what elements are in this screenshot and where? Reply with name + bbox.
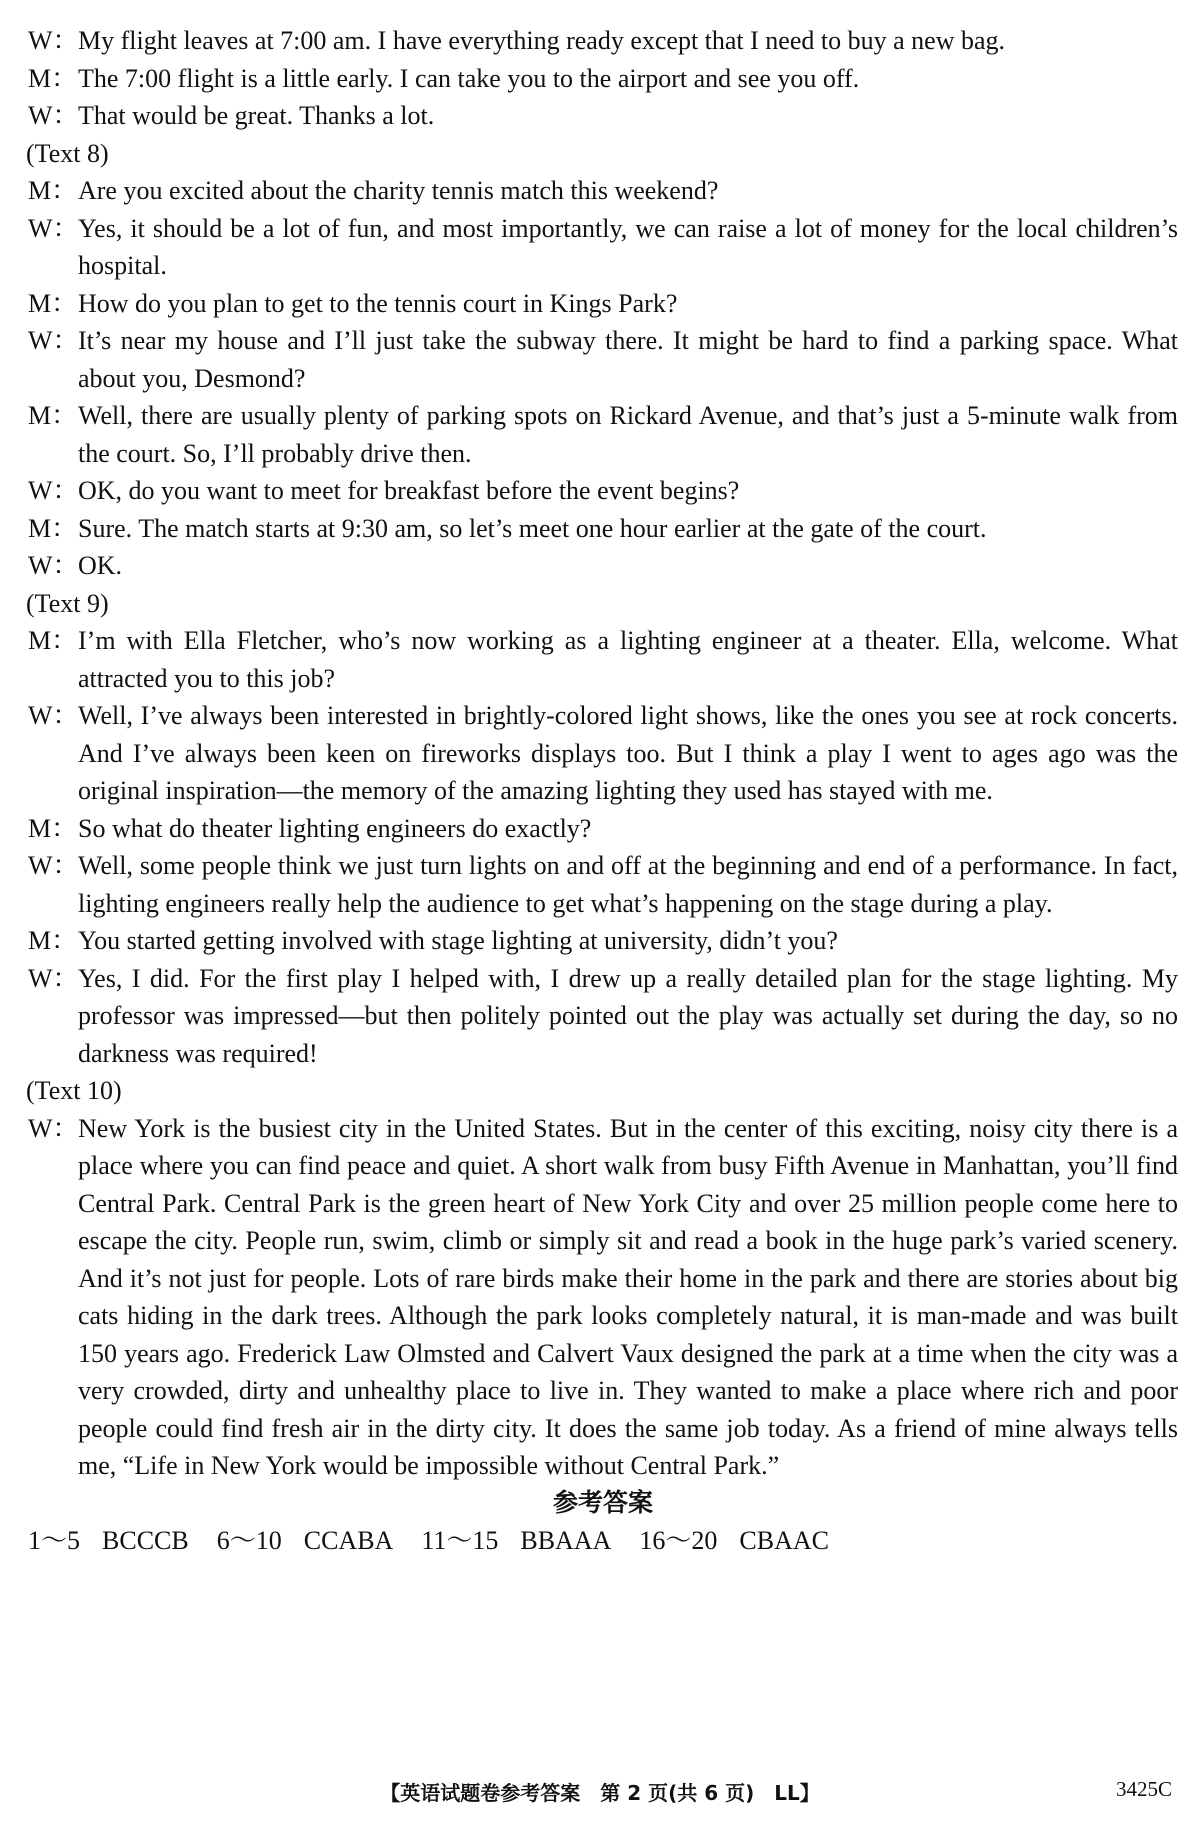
dialogue-line — [28, 60, 1178, 98]
dialogue-line — [28, 622, 1178, 697]
page-footer — [0, 1777, 1200, 1807]
dialogue-text: The 7:00 flight is a little early. I can take you to the airport and see you off. — [78, 63, 860, 93]
section-label: (Text 10) — [26, 1076, 122, 1105]
dialogue-text: Yes, I did. For the first play I helped with, I drew up a really detailed plan for the stage lighting. My professor was impressed—but then politely pointed out the play was actually set during the day, so no darkness was required! — [78, 963, 1178, 1068]
speaker-label: M： — [28, 626, 78, 655]
dialogue-line — [28, 547, 1178, 585]
speaker-label: W： — [28, 851, 79, 880]
answer-range: 1～5 — [28, 1525, 81, 1555]
footer-title: 【英语试题卷参考答案 第 2 页(共 6 页) LL】 — [380, 1781, 820, 1805]
answer-range: 6～10 — [216, 1525, 282, 1555]
dialogue-line — [28, 285, 1178, 323]
section-label: (Text 8) — [26, 138, 109, 168]
dialogue-line — [28, 1110, 1178, 1485]
dialogue-line — [28, 22, 1178, 60]
speaker-label: W： — [28, 476, 79, 505]
dialogue-text: OK. — [78, 551, 123, 580]
dialogue-line — [28, 97, 1178, 135]
dialogue-line — [28, 960, 1178, 1073]
dialogue-line — [28, 847, 1178, 922]
answer-letters: BBAAA — [520, 1525, 612, 1555]
dialogue-line — [28, 322, 1178, 397]
dialogue-text: Well, there are usually plenty of parking spots on Rickard Avenue, and that’s just a 5-minute walk from the court. So, I’ll probably drive then. — [78, 401, 1178, 468]
answer-letters: BCCCB — [102, 1525, 189, 1555]
transcript — [28, 22, 1178, 1485]
speaker-label: M： — [28, 401, 78, 430]
dialogue-text: It’s near my house and I’ll just take the subway there. It might be hard to find a parking space. What about you, Desmond? — [78, 326, 1178, 393]
speaker-label: M： — [28, 176, 78, 205]
dialogue-line — [28, 210, 1178, 285]
dialogue-line — [28, 810, 1178, 848]
speaker-label: M： — [28, 63, 78, 93]
dialogue-text: You started getting involved with stage lighting at university, didn’t you? — [78, 926, 838, 955]
document-body — [28, 22, 1178, 1561]
dialogue-text: Well, some people think we just turn lights on and off at the beginning and end of a performance. In fact, lighting engineers really help the audience to get what’s happening on the stage during a play. — [78, 851, 1178, 918]
answer-range: 16～20 — [639, 1525, 718, 1555]
section-label: (Text 9) — [26, 588, 109, 618]
speaker-label: W： — [28, 701, 79, 730]
speaker-label: W： — [28, 963, 79, 993]
dialogue-text: New York is the busiest city in the United States. But in the center of this exciting, noisy city there is a place where you can find peace and quiet. A short walk from busy Fifth Avenue in Manhattan, you’ll find Central Park. Central Park is the green heart of New York City and over 25 million people come here to escape the city. People run, swim, climb or simply sit and read a book in the huge park’s varied scenery. And it’s not just for people. Lots of rare birds make their home in the park and there are stories about big cats hiding in the dark trees. Although the park looks completely natural, it is man-made and was built 150 years ago. Frederick Law Olmsted and Calvert Vaux designed the park at a time when the city was a very crowded, dirty and unhealthy place to live in. They wanted to make a place where rich and poor people could find fresh air in the dirty city. It does the same job today. As a friend of mine always tells me, “Life in New York would be impossible without Central Park.” — [78, 1113, 1178, 1480]
dialogue-text: Are you excited about the charity tennis match this weekend? — [78, 176, 719, 205]
speaker-label: W： — [28, 326, 79, 355]
speaker-label: W： — [28, 213, 79, 243]
dialogue-text: I’m with Ella Fletcher, who’s now working as a lighting engineer at a theater. Ella, welcome. What attracted you to this job? — [78, 626, 1178, 693]
footer-code: 3425C — [1115, 1777, 1172, 1801]
answer-key — [28, 1521, 1178, 1561]
dialogue-text: How do you plan to get to the tennis court in Kings Park? — [78, 288, 678, 318]
speaker-label: W： — [28, 551, 79, 580]
answer-letters: CBAAC — [739, 1525, 829, 1555]
speaker-label: W： — [28, 101, 79, 130]
dialogue-text: Well, I’ve always been interested in brightly-colored light shows, like the ones you see at rock concerts. And I’ve always been keen on fireworks displays too. But I think a play I went to ages ago was the original inspiration—the memory of the amazing lighting they used has stayed with me. — [78, 701, 1178, 805]
answer-letters: CCABA — [303, 1525, 394, 1555]
speaker-label: M： — [28, 513, 78, 543]
dialogue-text: Sure. The match starts at 9:30 am, so let’s meet one hour earlier at the gate of the court. — [78, 513, 987, 543]
dialogue-text: Yes, it should be a lot of fun, and most importantly, we can raise a lot of money for the local children’s hospital. — [78, 213, 1178, 280]
dialogue-line — [28, 922, 1178, 960]
answers-heading: 参考答案 — [552, 1487, 653, 1517]
dialogue-line — [28, 697, 1178, 810]
dialogue-line — [28, 172, 1178, 210]
speaker-label: W： — [28, 1113, 79, 1143]
dialogue-text: So what do theater lighting engineers do exactly? — [78, 813, 592, 843]
speaker-label: M： — [28, 813, 78, 843]
dialogue-line — [28, 510, 1178, 548]
answer-range: 11～15 — [421, 1525, 499, 1555]
speaker-label: M： — [28, 288, 78, 318]
dialogue-text: My flight leaves at 7:00 am. I have everything ready except that I need to buy a new bag. — [78, 26, 1006, 55]
dialogue-line — [28, 397, 1178, 472]
speaker-label: W： — [28, 26, 79, 55]
speaker-label: M： — [28, 926, 78, 955]
dialogue-line — [28, 472, 1178, 510]
dialogue-text: That would be great. Thanks a lot. — [78, 101, 435, 130]
dialogue-text: OK, do you want to meet for breakfast before the event begins? — [78, 476, 740, 505]
